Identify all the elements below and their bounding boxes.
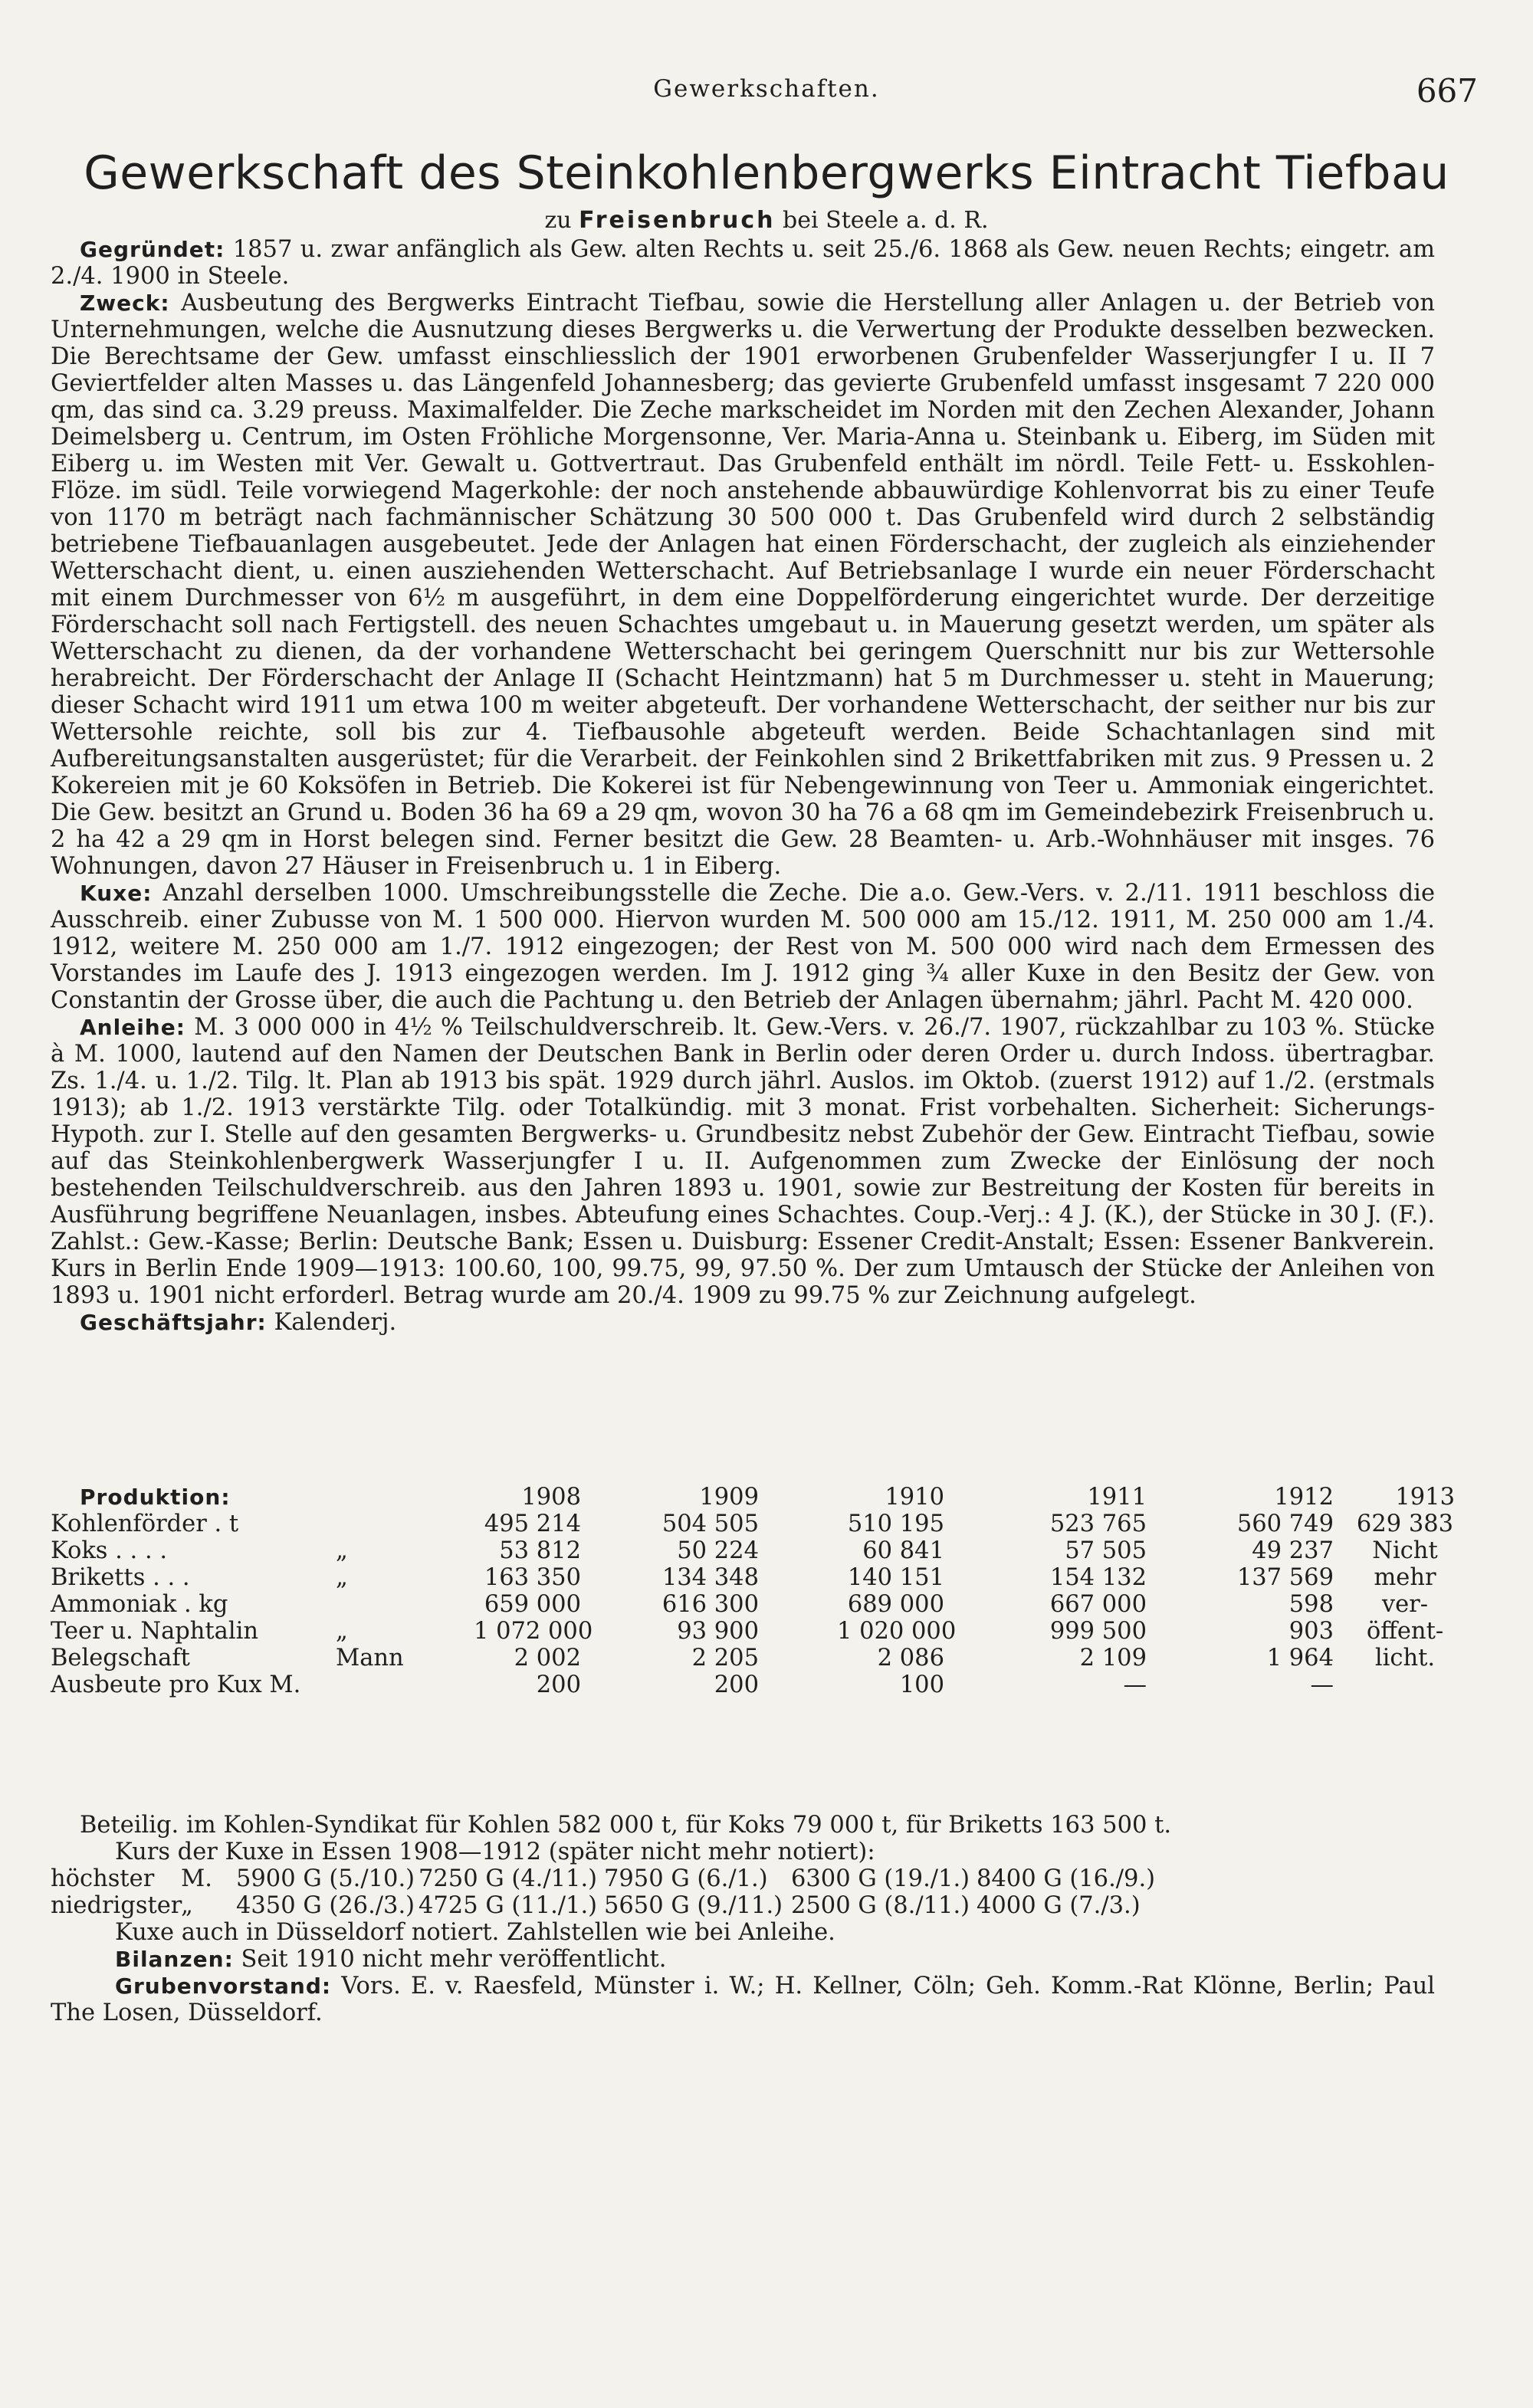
table-cell: 137 569 [1236,1564,1334,1591]
table-cell: 2 002 [514,1645,581,1671]
kurs-currency: „ [181,1892,193,1919]
paragraph-grubenvorstand [51,1973,1435,2026]
table-row [51,1671,1435,1698]
section-label: Anleihe: [80,1015,185,1040]
paragraph-bilanzen [51,1946,1435,1973]
table-cell: 689 000 [847,1591,944,1618]
kurs-value: 6300 G (19./1.) [791,1865,970,1892]
row-label: Kohlenförder . t [51,1511,239,1537]
paragraph-gegruendet [51,236,1435,290]
table-cell: Nicht [1372,1537,1438,1564]
table-cell: 49 237 [1252,1537,1334,1564]
running-head: Gewerkschaften. [653,75,880,103]
row-label: Koks . . . . [51,1537,168,1564]
row-unit: Mann [336,1645,404,1671]
kurs-value: 7950 G (6./1.) [604,1865,768,1892]
table-cell: 140 151 [847,1564,944,1591]
section-label: Bilanzen: [115,1947,234,1972]
table-cell: 659 000 [484,1591,581,1618]
subtitle-place: Freisenbruch [579,207,776,234]
table-cell: 598 [1288,1591,1334,1618]
paragraph-text: 1857 u. zwar anfänglich als Gew. alten Rechts u. seit 25./6. 1868 als Gew. neuen Rechts; eingetr. am 2./4. 1900 in Steele. [51,236,1436,290]
kurs-value: 2500 G (8./11.) [791,1892,970,1919]
kurs-value: 5650 G (9./11.) [604,1892,783,1919]
row-label: Belegschaft [51,1645,190,1671]
kurs-row [51,1865,1435,1892]
table-cell: 93 900 [677,1618,759,1645]
section-label: Kuxe: [80,881,153,906]
table-cell: 60 841 [862,1537,944,1564]
table-cell: 50 224 [677,1537,759,1564]
table-row [51,1564,1435,1591]
production-table [51,1484,1455,1698]
year-cell: 1908 [521,1484,581,1511]
table-cell: 903 [1288,1618,1334,1645]
table-cell: 629 383 [1356,1511,1454,1537]
paragraph-text: Vors. E. v. Raesfeld, Münster i. W.; H. Kellner, Cöln; Geh. Komm.-Rat Klönne, Berlin; Paul The Losen, Düsseldorf. [51,1973,1435,2026]
kurs-note: Kuxe auch in Düsseldorf notiert. Zahlstellen wie bei Anleihe. [115,1919,835,1946]
paragraph-geschaeftsjahr [51,1309,1435,1336]
kurs-value: 8400 G (16./9.) [977,1865,1156,1892]
kurs-label: höchster [51,1865,155,1892]
table-cell: 667 000 [1049,1591,1147,1618]
paragraph-beteilig: Beteilig. im Kohlen-Syndikat für Kohlen 582 000 t, für Koks 79 000 t, für Briketts 163 500 t. [80,1812,1172,1839]
section-label: Geschäftsjahr: [80,1310,267,1335]
page-title: Gewerkschaft des Steinkohlenbergwerks Eintracht Tiefbau [84,146,1449,200]
table-cell: 134 348 [661,1564,759,1591]
row-label: Briketts . . . [51,1564,190,1591]
production-label: Produktion: [80,1484,231,1510]
table-cell: — [1310,1671,1334,1698]
kurs-value: 5900 G (5./10.) [236,1865,415,1892]
paragraph-text: Kalenderj. [274,1309,397,1336]
kurs-intro: Kurs der Kuxe in Essen 1908—1912 (später nicht mehr notiert): [115,1839,875,1865]
kurs-label: niedrigster [51,1892,182,1919]
table-cell: 2 205 [691,1645,759,1671]
production-rows [51,1511,1454,1698]
table-cell: 1 020 000 [837,1618,957,1645]
row-label: Ausbeute pro Kux M. [51,1671,301,1698]
table-cell: 200 [536,1671,581,1698]
table-cell: 999 500 [1049,1618,1147,1645]
table-row [51,1591,1435,1618]
table-row [51,1618,1444,1645]
table-cell: 523 765 [1049,1511,1147,1537]
year-cell: 1911 [1087,1484,1147,1511]
row-label: Ammoniak . kg [51,1591,228,1618]
table-row [51,1537,1438,1564]
section-label: Grubenvorstand: [115,1973,332,1999]
table-cell: 560 749 [1236,1511,1334,1537]
section-label: Zweck: [80,290,170,316]
subtitle-prefix: zu [544,207,572,234]
table-cell: licht. [1374,1645,1436,1671]
table-cell: 163 350 [484,1564,581,1591]
subtitle [54,207,1479,234]
subtitle-suffix: bei Steele a. d. R. [783,207,989,234]
row-unit: „ [336,1537,348,1564]
table-header-row [51,1484,1455,1511]
paragraph-text: M. 3 000 000 in 4½ % Teilschuldverschreib. lt. Gew.-Vers. v. 26./7. 1907, rückzahlbar zu 103 %. Stücke à M. 1000, lautend auf den Namen der Deutschen Bank in Berlin oder deren Order u. durch Indoss. übertragbar. Zs. 1./4. u. 1./2. Tilg. lt. Plan ab 1913 bis spät. 1929 durch jährl. Auslos. im Oktob. (zuerst 1912) auf 1./2. (erstmals 1913); ab 1./2. 1913 verstärkte Tilg. oder Totalkündig. mit 3 monat. Frist vorbehalten. Sicherheit: Sicherungs-Hypoth. zur I. Stelle auf den gesamten Bergwerks- u. Grundbesitz nebst Zubehör der Gew. Eintracht Tiefbau, sowie auf das Steinkohlenbergwerk Wasserjungfer I u. II. Aufgenommen zum Zwecke der Einlösung der noch bestehenden Teilschuldverschreib. aus den Jahren 1893 u. 1901, sowie zur Bestreitung der Kosten für bereits in Ausführung begriffene Neuanlagen, insbes. Abteufung eines Schachtes. Coup.-Verj.: 4 J. (K.), der Stücke in 30 J. (F.). Zahlst.: Gew.-Kasse; Berlin: Deutsche Bank; Essen u. Duisburg: Essener Credit-Anstalt; Essen: Essener Bankverein. Kurs in Berlin Ende 1909—1913: 100.60, 100, 99.75, 99, 97.50 %. Der zum Umtausch der Stücke der Anleihen von 1893 u. 1901 nicht erforderl. Betrag wurde am 20./4. 1909 zu 99.75 % zur Zeichnung aufgelegt. [51,1014,1435,1309]
table-cell: 2 109 [1079,1645,1147,1671]
paragraph-text: Seit 1910 nicht mehr veröffentlicht. [241,1946,667,1973]
table-cell: 53 812 [499,1537,581,1564]
closing-text [51,1812,1435,2026]
row-unit: „ [336,1618,348,1645]
kurs-value: 4725 G (11./1.) [419,1892,598,1919]
row-label: Teer u. Naphtalin [51,1618,259,1645]
year-cell: 1913 [1395,1484,1455,1511]
page-header [54,72,1479,113]
paragraph-kuxe [51,880,1435,1014]
kurs-value: 4350 G (26./3.) [236,1892,415,1919]
kurs-value: 7250 G (4./11.) [419,1865,598,1892]
table-cell: 510 195 [847,1511,944,1537]
section-label: Gegründet: [80,237,225,262]
table-cell: 1 072 000 [474,1618,593,1645]
page-number: 667 [1416,72,1478,110]
paragraph-anleihe [51,1014,1435,1309]
kurs-rows [51,1865,1435,1919]
table-cell: ver- [1381,1591,1429,1618]
table-cell: öffent- [1366,1618,1444,1645]
kurs-currency: M. [181,1865,212,1892]
table-cell: 100 [899,1671,944,1698]
year-cell: 1912 [1274,1484,1334,1511]
table-cell: 57 505 [1065,1537,1147,1564]
table-cell: 616 300 [661,1591,759,1618]
table-row [51,1511,1454,1537]
kurs-row [51,1892,1435,1919]
table-row [51,1645,1435,1671]
table-cell: 2 086 [877,1645,944,1671]
row-unit: „ [336,1564,348,1591]
paragraph-text: Anzahl derselben 1000. Umschreibungsstelle die Zeche. Die a.o. Gew.-Vers. v. 2./11. 1911 beschloss die Ausschreib. einer Zubusse von M. 1 500 000. Hiervon wurden M. 500 000 am 15./12. 1911, M. 250 000 am 1./4. 1912, weitere M. 250 000 am 1./7. 1912 eingezogen; der Rest von M. 500 000 wird nach dem Ermessen des Vorstandes im Laufe des J. 1913 eingezogen werden. Im J. 1912 ging ¾ aller Kuxe in den Besitz der Gew. von Constantin der Grosse über, die auch die Pachtung u. den Betrieb der Anlagen übernahm; jährl. Pacht M. 420 000. [51,880,1435,1014]
table-cell: 1 964 [1266,1645,1334,1671]
table-cell: — [1123,1671,1147,1698]
paragraph-text: Ausbeutung des Bergwerks Eintracht Tiefbau, sowie die Herstellung aller Anlagen u. der Betrieb von Unternehmungen, welche die Ausnutzung dieses Bergwerks u. die Verwertung der Produkte desselben bezwecken. Die Berechtsame der Gew. umfasst einschliesslich der 1901 erworbenen Grubenfelder Wasserjungfer I u. II 7 Geviertfelder alten Masses u. das Längenfeld Johannesberg; das gevierte Grubenfeld umfasst insgesamt 7 220 000 qm, das sind ca. 3.29 preuss. Maximalfelder. Die Zeche markscheidet im Norden mit den Zechen Alexander, Johann Deimelsberg u. Centrum, im Osten Fröhliche Morgensonne, Ver. Maria-Anna u. Steinbank u. Eiberg, im Süden mit Eiberg u. im Westen mit Ver. Gewalt u. Gottvertraut. Das Grubenfeld enthält im nördl. Teile Fett- u. Esskohlen-Flöze. im südl. Teile vorwiegend Magerkohle: der noch anstehende abbauwürdige Kohlenvorrat bis zu einer Teufe von 1170 m beträgt nach fachmännischer Schätzung 30 500 000 t. Das Grubenfeld wird durch 2 selbständig betriebene Tiefbauanlagen ausgebeutet. Jede der Anlagen hat einen Förderschacht, der zugleich als einziehender Wetterschacht dient, u. einen ausziehenden Wetterschacht. Auf Betriebsanlage I wurde ein neuer Förderschacht mit einem Durchmesser von 6½ m ausgeführt, in dem eine Doppelförderung eingerichtet wurde. Der derzeitige Förderschacht soll nach Fertigstell. des neuen Schachtes umgebaut u. in Mauerung gesetzt werden, um später als Wetterschacht zu dienen, da der vorhandene Wetterschacht bei geringem Querschnitt nur bis zur Wettersohle herabreicht. Der Förderschacht der Anlage II (Schacht Heintzmann) hat 5 m Durchmesser u. steht in Mauerung; dieser Schacht wird 1911 um etwa 100 m weiter abgeteuft. Der vorhandene Wetterschacht, der seither nur bis zur Wettersohle reichte, soll bis zur 4. Tiefbausohle abgeteuft werden. Beide Schachtanlagen sind mit Aufbereitungsanstalten ausgerüstet; für die Verarbeit. der Feinkohlen sind 2 Brikettfabriken mit zus. 9 Pressen u. 2 Kokereien mit je 60 Koksöfen in Betrieb. Die Kokerei ist für Nebengewinnung von Teer u. Ammoniak eingerichtet. Die Gew. besitzt an Grund u. Boden 36 ha 69 a 29 qm, wovon 30 ha 76 a 68 qm im Gemeindebezirk Freisenbruch u. 2 ha 42 a 29 qm in Horst belegen sind. Ferner besitzt die Gew. 28 Beamten- u. Arb.-Wohnhäuser mit insges. 76 Wohnungen, davon 27 Häuser in Freisenbruch u. 1 in Eiberg. [51,290,1435,880]
table-cell: 200 [714,1671,759,1698]
year-cell: 1909 [699,1484,759,1511]
table-cell: mehr [1374,1564,1436,1591]
body-text [51,236,1435,1336]
year-cell: 1910 [885,1484,944,1511]
paragraph-zweck [51,290,1435,880]
table-cell: 154 132 [1049,1564,1147,1591]
kurs-value: 4000 G (7./3.) [977,1892,1141,1919]
table-cell: 495 214 [484,1511,581,1537]
table-cell: 504 505 [661,1511,759,1537]
